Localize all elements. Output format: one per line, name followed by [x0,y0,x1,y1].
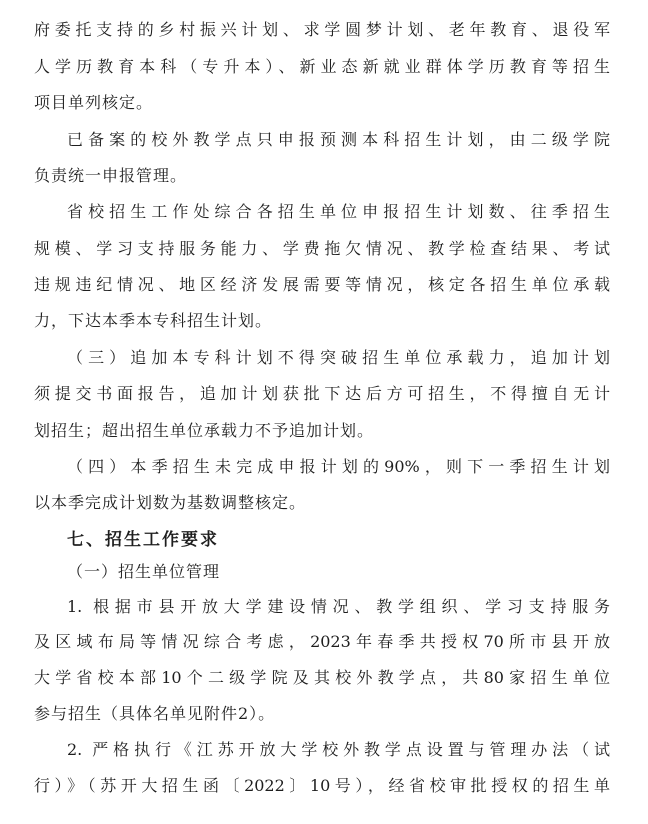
paragraph-line: 大学省校本部10个二级学院及其校外教学点，共80家招生单位 [34,668,610,687]
paragraph-line: 规模、学习支持服务能力、学费拖欠情况、教学检查结果、考试 [34,239,610,258]
paragraph-line: 省校招生工作处综合各招生单位申报招生计划数、往季招生 [67,202,610,221]
paragraph-line: （四）本季招生未完成申报计划的90%，则下一季招生计划 [67,457,610,476]
section-heading: 七、招生工作要求 [67,530,219,550]
paragraph-line: 划招生；超出招生单位承载力不予追加计划。 [34,421,375,440]
paragraph-line: 以本季完成计划数为基数调整核定。 [34,493,307,512]
paragraph-line: （三）追加本专科计划不得突破招生单位承载力，追加计划 [67,348,610,367]
subsection-heading: （一）招生单位管理 [67,562,221,581]
paragraph-line: 2. 严格执行《江苏开放大学校外教学点设置与管理办法（试 [67,740,610,759]
paragraph-line: 项目单列核定。 [34,93,154,112]
paragraph-line: 1. 根据市县开放大学建设情况、教学组织、学习支持服务 [67,597,610,616]
paragraph-line: 参与招生（具体名单见附件2）。 [34,704,276,723]
paragraph-line: 负责统一申报管理。 [34,166,188,185]
paragraph-line: 及区域布局等情况综合考虑，2023年春季共授权70所市县开放 [34,632,610,651]
paragraph-line: 已备案的校外教学点只申报预测本科招生计划，由二级学院 [67,130,610,149]
paragraph-line: 人学历教育本科（专升本）、新业态新就业群体学历教育等招生 [34,57,610,76]
paragraph-line: 力，下达本季本专科招生计划。 [34,311,273,330]
paragraph-line: 违规违纪情况、地区经济发展需要等情况，核定各招生单位承载 [34,275,610,294]
paragraph-line: 行）》（苏开大招生函〔2022〕10号），经省校审批授权的招生单 [34,776,610,795]
paragraph-line: 府委托支持的乡村振兴计划、求学圆梦计划、老年教育、退役军 [34,20,610,39]
paragraph-line: 须提交书面报告，追加计划获批下达后方可招生，不得擅自无计 [34,384,610,403]
